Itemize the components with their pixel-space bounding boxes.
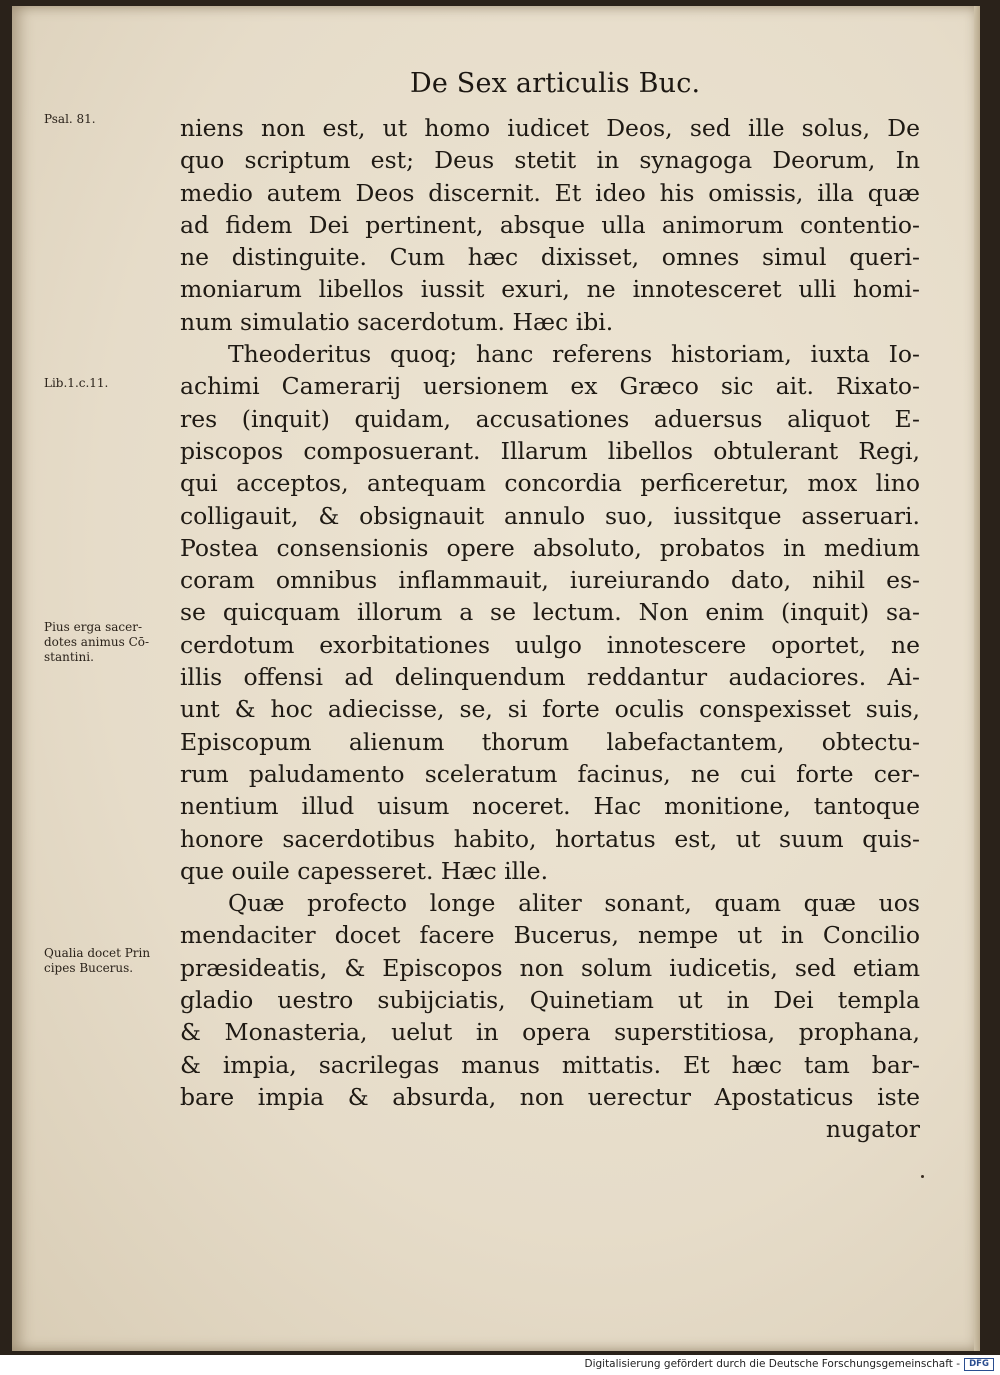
margin-note-psalm: Psal. 81. bbox=[44, 112, 96, 126]
text-line: illis offensi ad delinquendum reddantur audaciores. Ai- bbox=[180, 663, 920, 692]
text-line: medio autem Deos discernit. Et ideo his omissis, illa quæ bbox=[180, 178, 920, 207]
ink-dot bbox=[921, 1175, 924, 1178]
digitization-footer bbox=[0, 1355, 1000, 1375]
text-line: quo scriptum est; Deus stetit in synagoga Deorum, In bbox=[180, 146, 920, 175]
text-line: ne distinguite. Cum hæc dixisset, omnes simul queri- bbox=[180, 243, 920, 272]
text-line: & Monasteria, uelut in opera superstitiosa, prophana, bbox=[180, 1018, 920, 1047]
text-line: nentium illud uisum noceret. Hac monitione, tantoque bbox=[180, 792, 920, 821]
margin-note-bucerus: Qualia docet Prin cipes Bucerus. bbox=[44, 946, 151, 975]
text-line: & impia, sacrilegas manus mittatis. Et hæc tam bar- bbox=[180, 1050, 920, 1079]
margin-note-liber: Lib.1.c.11. bbox=[44, 376, 109, 390]
text-line: num simulatio sacerdotum. Hæc ibi. bbox=[180, 307, 614, 336]
text-line: que ouile capesseret. Hæc ille. bbox=[180, 856, 549, 885]
text-line: bare impia & absurda, non uerectur Apostaticus iste bbox=[180, 1082, 920, 1111]
page-edge bbox=[974, 6, 980, 1351]
text-line: qui acceptos, antequam concordia perficeretur, mox lino bbox=[180, 469, 920, 498]
text-line: se quicquam illorum a se lectum. Non enim (inquit) sa- bbox=[180, 598, 920, 627]
text-line: Quæ profecto longe aliter sonant, quam quæ uos bbox=[228, 889, 920, 918]
running-head: De Sex articulis Buc. bbox=[410, 68, 701, 99]
text-line: præsideatis, & Episcopos non solum iudicetis, sed etiam bbox=[180, 953, 920, 982]
text-line: unt & hoc adiecisse, se, si forte oculis conspexisset suis, bbox=[180, 695, 920, 724]
text-line: honore sacerdotibus habito, hortatus est, ut suum quis- bbox=[180, 824, 920, 853]
text-line: cerdotum exorbitationes uulgo innotescere oportet, ne bbox=[180, 630, 920, 659]
margin-note-constantinus: Pius erga sacer- dotes animus Cō- stantini. bbox=[44, 620, 150, 664]
text-line: moniarum libellos iussit exuri, ne innotesceret ulli homi- bbox=[180, 275, 920, 304]
text-line: mendaciter docet facere Bucerus, nempe ut in Concilio bbox=[180, 921, 920, 950]
text-line: colligauit, & obsignauit annulo suo, iussitque asseruari. bbox=[180, 501, 920, 530]
main-text bbox=[180, 112, 920, 1146]
text-line: Episcopum alienum thorum labefactantem, obtectu- bbox=[180, 727, 920, 756]
text-line: rum paludamento sceleratum facinus, ne cui forte cer- bbox=[180, 759, 920, 788]
text-line: Postea consensionis opere absoluto, probatos in medium bbox=[180, 533, 920, 562]
catchword: nugator bbox=[825, 1115, 920, 1144]
text-line: niens non est, ut homo iudicet Deos, sed ille solus, De bbox=[180, 114, 920, 142]
text-line: Theoderitus quoq; hanc referens historiam, iuxta Io- bbox=[228, 340, 920, 369]
text-line: coram omnibus inflammauit, iureiurando dato, nihil es- bbox=[180, 566, 920, 595]
dfg-logo-icon: DFG bbox=[964, 1358, 994, 1371]
text-line: piscopos composuerant. Illarum libellos obtulerant Regi, bbox=[180, 436, 920, 465]
text-line: gladio uestro subijciatis, Quinetiam ut in Dei templa bbox=[180, 986, 920, 1015]
text-line: ad fidem Dei pertinent, absque ulla animorum contentio- bbox=[180, 210, 920, 239]
text-line: res (inquit) quidam, accusationes aduersus aliquot E- bbox=[180, 404, 920, 433]
text-line: achimi Camerarij uersionem ex Græco sic ait. Rixato- bbox=[180, 372, 920, 401]
footer-credit: Digitalisierung gefördert durch die Deutsche Forschungsgemeinschaft - bbox=[584, 1358, 960, 1370]
